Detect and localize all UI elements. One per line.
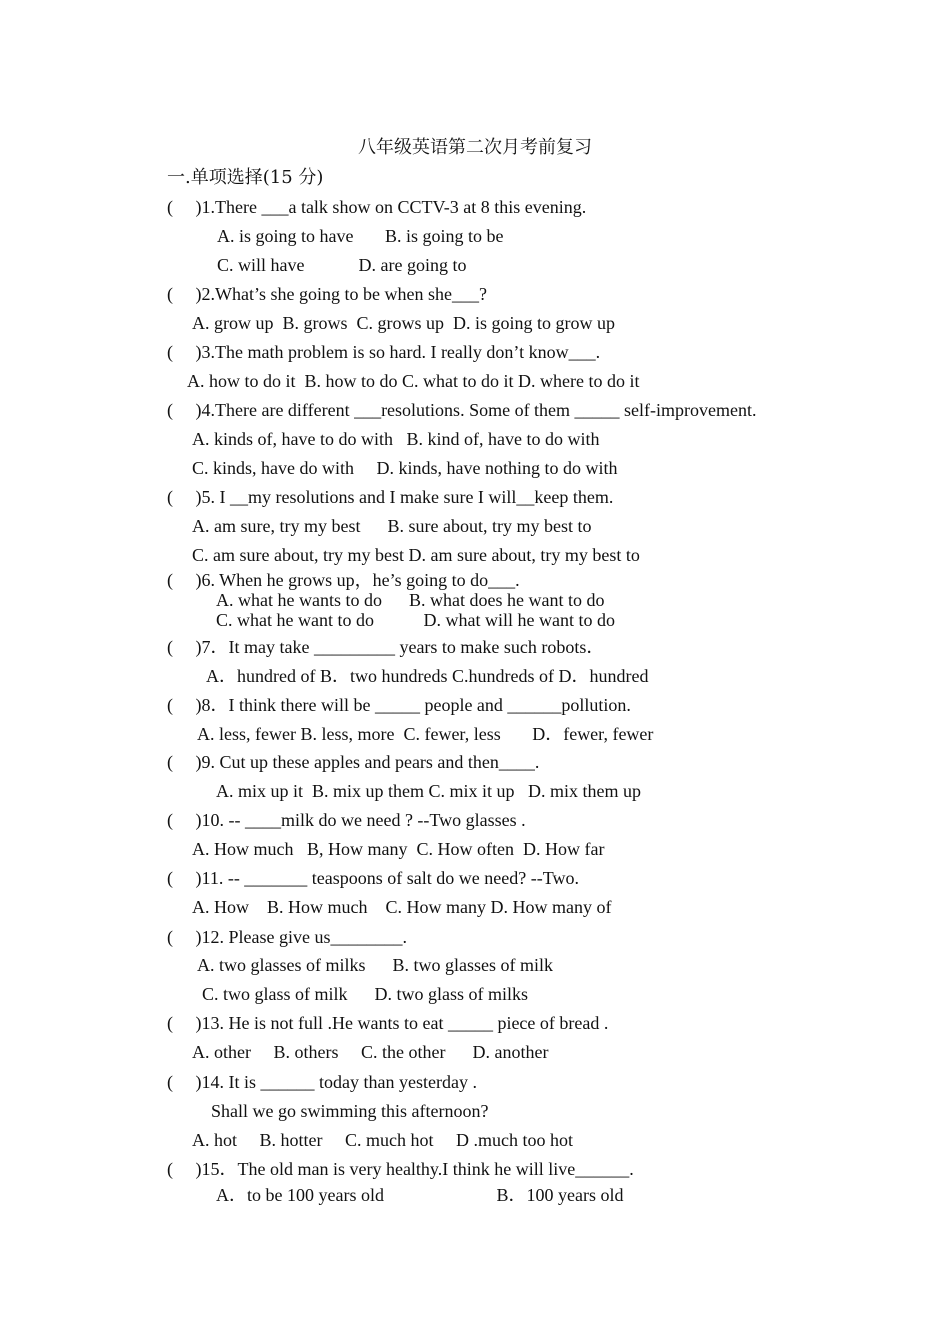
question-15-stem: ( )15．The old man is very healthy.I think he will live______. <box>167 1159 634 1179</box>
question-4-option-line-2: C. kinds, have do with D. kinds, have nothing to do with <box>192 458 618 478</box>
question-3-options: A. how to do it B. how to do C. what to do it D. where to do it <box>187 371 640 391</box>
question-12-option-line-2: C. two glass of milk D. two glass of milks <box>202 984 529 1004</box>
question-4-option-line-1: A. kinds of, have to do with B. kind of, have to do with <box>192 429 600 449</box>
question-11-stem: ( )11. -- _______ teaspoons of salt do we need? --Two. <box>167 868 579 888</box>
question-11-options: A. How B. How much C. How many D. How many of <box>192 897 612 917</box>
question-3-stem: ( )3.The math problem is so hard. I really don’t know___. <box>167 342 601 362</box>
question-15-options: A．to be 100 years old B．100 years old <box>216 1185 624 1205</box>
question-6-stem: ( )6. When he grows up，he’s going to do___. <box>167 570 520 590</box>
question-14-options: A. hot B. hotter C. much hot D .much too hot <box>192 1130 573 1150</box>
question-13-stem: ( )13. He is not full .He wants to eat _____ piece of bread . <box>167 1013 609 1033</box>
question-8-stem: ( )8．I think there will be _____ people and ______pollution. <box>167 695 631 715</box>
question-14-stem-continued: Shall we go swimming this afternoon? <box>211 1101 489 1121</box>
question-1-option-line-2: C. will have D. are going to <box>217 255 467 275</box>
question-4-stem: ( )4.There are different ___resolutions. Some of them _____ self-improvement. <box>167 400 757 420</box>
question-7-stem: ( )7．It may take _________ years to make such robots． <box>167 637 605 657</box>
question-1-stem: ( )1.There ___a talk show on CCTV-3 at 8 this evening. <box>167 197 587 217</box>
question-10-stem: ( )10. -- ____milk do we need ? --Two glasses . <box>167 810 526 830</box>
question-9-stem: ( )9. Cut up these apples and pears and then____. <box>167 752 540 772</box>
question-1-option-line-1: A. is going to have B. is going to be <box>217 226 504 246</box>
question-13-options: A. other B. others C. the other D. another <box>192 1042 549 1062</box>
question-7-options: A．hundred of B．two hundreds C.hundreds of D．hundred <box>206 666 649 686</box>
question-5-option-line-2: C. am sure about, try my best D. am sure about, try my best to <box>192 545 640 565</box>
question-12-stem: ( )12. Please give us________. <box>167 927 407 947</box>
question-8-options: A. less, fewer B. less, more C. fewer, less D．fewer, fewer <box>197 724 654 744</box>
question-2-stem: ( )2.What’s she going to be when she___? <box>167 284 487 304</box>
question-12-option-line-1: A. two glasses of milks B. two glasses of milk <box>197 955 553 975</box>
question-10-options: A. How much B, How many C. How often D. How far <box>192 839 605 859</box>
question-6-option-line-2: C. what he want to do D. what will he want to do <box>216 610 615 630</box>
question-9-options: A. mix up it B. mix up them C. mix it up D. mix them up <box>216 781 642 801</box>
page-title: 八年级英语第二次月考前复习 <box>358 137 592 158</box>
question-5-option-line-1: A. am sure, try my best B. sure about, try my best to <box>192 516 592 536</box>
question-5-stem: ( )5. I __my resolutions and I make sure I will__keep them. <box>167 487 614 507</box>
question-14-stem: ( )14. It is ______ today than yesterday . <box>167 1072 477 1092</box>
question-2-options: A. grow up B. grows C. grows up D. is going to grow up <box>192 313 615 333</box>
question-6-option-line-1: A. what he wants to do B. what does he want to do <box>216 590 605 610</box>
section-heading: 一.单项选择(15 分) <box>167 167 324 188</box>
